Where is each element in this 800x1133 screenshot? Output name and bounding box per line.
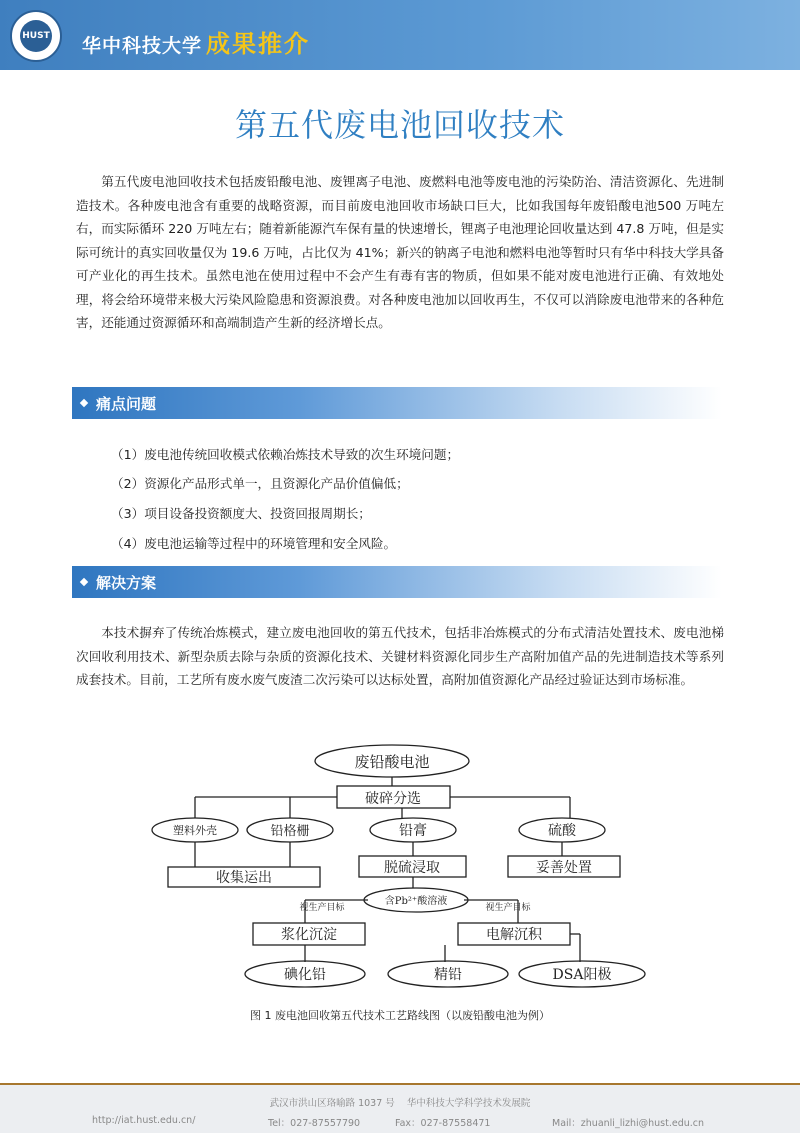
label-target-left: 视生产目标 [299,903,345,913]
solution-paragraph: 本技术摒弃了传统冶炼模式，建立废电池回收的第五代技术，包括非冶炼模式的分布式清洁处置技术、废电池梯次回收利用技术、新型杂质去除与杂质的资源化技术、关键材料资源化同步生产高附加值产品的先进制造技术等系列成套技术。目前，工艺所有废水废气废渣二次污染可以达标处置，高附加值资源化产品经过验证达到市场标准。 [76,625,724,687]
footer-tel: Tel：027-87557790 [268,1118,361,1129]
label-pb-solution: 含Pb²⁺酸溶液 [384,896,448,907]
label-lead-iodide: 碘化铅 [284,967,326,983]
label-waste-battery: 废铅酸电池 [354,753,430,771]
section-header-pain-points [72,387,722,419]
section-label: 解决方案 [96,574,157,592]
pain-point-item: （4）废电池运输等过程中的环境管理和安全风险。 [111,536,397,551]
document-title: 第五代废电池回收技术 [234,106,565,144]
footer-address-line [0,1095,800,1109]
header-accent: 成果推介 [206,30,311,58]
label-desulfurize: 脱硫浸取 [384,860,440,876]
figure-caption: 图 1 废电池回收第五代技术工艺路线图（以废铅酸电池为例） [250,1009,550,1022]
label-electrodeposit: 电解沉积 [486,927,542,943]
pain-point-item: （3）项目设备投资额度大、投资回报周期长； [111,506,371,521]
label-slurry-precip: 浆化沉淀 [281,927,337,943]
footer-mail[interactable]: Mail：zhuanli_lizhi@hust.edu.cn [552,1118,705,1129]
footer-institute: 华中科技大学科学技术发展院 [406,1098,531,1109]
label-target-right: 视生产目标 [485,903,531,913]
label-collect: 收集运出 [216,870,272,886]
footer-fax: Fax：027-87558471 [395,1118,491,1129]
footer-address: 武汉市洪山区珞喻路 1037 号 [269,1098,395,1109]
label-crush: 破碎分选 [365,791,421,807]
label-dispose: 妥善处置 [536,860,592,876]
process-flow-diagram [150,742,670,1002]
diamond-bullet-icon [80,399,88,407]
page-footer [0,1083,800,1133]
header-org: 华中科技大学 [82,35,203,57]
university-logo [10,10,62,62]
pain-point-item: （2）资源化产品形式单一，且资源化产品价值偏低； [111,476,409,491]
label-lead-paste: 铅膏 [399,823,427,839]
diamond-bullet-icon [80,578,88,586]
section-label: 痛点问题 [96,395,157,413]
label-sulfuric-acid: 硫酸 [548,823,576,839]
label-plastic-shell: 塑料外壳 [173,824,217,837]
label-lead-grid: 铅格栅 [270,824,310,839]
header-title [82,24,310,59]
logo-emblem: HUST [20,20,52,52]
label-dsa-anode: DSA阳极 [552,967,612,983]
intro-paragraph: 第五代废电池回收技术包括废铅酸电池、废锂离子电池、废燃料电池等废电池的污染防治、清洁资源化、先进制造技术。各种废电池含有重要的战略资源，而目前废电池回收市场缺口巨大，比如我国每年废铅酸电池500 万吨左右，而实际循环 220 万吨左右；随着新能源汽车保有量的快速增长，锂离子电池理论回收量达到 47.8 万吨，但是实际可统计的真实回收量仅为 19.6 万吨，占比仅为 41%；新兴的钠离子电池和燃料电池等暂时只有华中科技大学具备可产业化的再生技术。虽然电池在使用过程中不会产生有毒有害的物质，但如果不能对废电池进行正确、有效地处理，将会给环境带来极大污染风险隐患和资源浪费。对各种废电池加以回收再生，不仅可以消除废电池带来的各种危害，还能通过资源循环和高端制造产生新的经济增长点。 [76,174,724,330]
page-header [0,0,800,70]
label-refined-lead: 精铅 [434,967,462,983]
section-header-solution [72,566,722,598]
footer-url[interactable]: http://iat.hust.edu.cn/ [92,1115,196,1126]
pain-point-item: （1）废电池传统回收模式依赖冶炼技术导致的次生环境问题； [111,447,460,462]
